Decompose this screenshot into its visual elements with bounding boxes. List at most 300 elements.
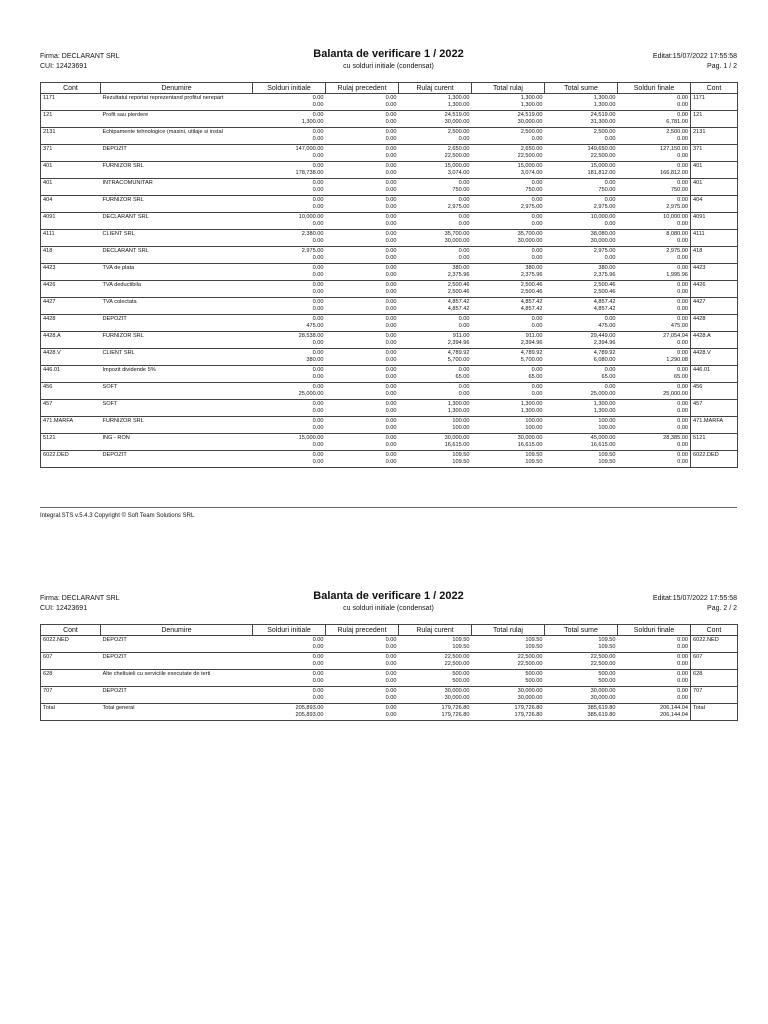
initial-balance-cell <box>253 179 326 196</box>
previous-turnover-cell <box>326 451 399 468</box>
credit-value: 385,619.80 <box>587 711 616 718</box>
debit-value: 1,300.00 <box>520 401 543 407</box>
credit-value: 2,375.96 <box>593 271 616 278</box>
total-turnover-cell <box>472 704 545 721</box>
credit-value: 4,857.42 <box>593 305 616 312</box>
account-name: DECLARANT SRL <box>101 247 253 264</box>
column-header: Solduri initiale <box>253 83 326 94</box>
table-row <box>41 653 738 670</box>
debit-value: 0.00 <box>677 688 688 694</box>
debit-value: 2,500.00 <box>520 129 543 135</box>
account-code: 404 <box>41 196 101 213</box>
credit-value: 500.00 <box>452 677 470 684</box>
credit-value: 0.00 <box>677 643 688 650</box>
credit-value: 100.00 <box>452 424 470 431</box>
credit-value: 1,300.00 <box>447 407 470 414</box>
debit-value: 0.00 <box>677 316 688 322</box>
total-sums-cell <box>545 704 618 721</box>
debit-value: 911.00 <box>525 333 543 339</box>
previous-turnover-cell <box>326 315 399 332</box>
credit-value: 65.00 <box>674 373 688 380</box>
credit-value: 0.00 <box>385 271 397 278</box>
credit-value: 0.00 <box>312 407 324 414</box>
report-page-1 <box>40 48 737 468</box>
credit-value: 100.00 <box>525 424 543 431</box>
credit-value: 109.50 <box>598 643 616 650</box>
table-row <box>41 281 738 298</box>
debit-value: 0.00 <box>677 350 688 356</box>
total-sums-cell <box>545 94 618 111</box>
debit-value: 0.00 <box>312 452 324 458</box>
debit-value: 0.00 <box>458 248 470 254</box>
account-code: 6022.DED <box>691 451 738 468</box>
credit-value: 0.00 <box>312 339 324 346</box>
credit-value: 0.00 <box>677 254 688 261</box>
initial-balance-cell <box>253 349 326 366</box>
debit-value: 45,000.00 <box>590 435 616 441</box>
debit-value: 0.00 <box>312 112 324 118</box>
credit-value: 0.00 <box>458 220 470 227</box>
credit-value: 65.00 <box>455 373 470 380</box>
credit-value: 0.00 <box>385 101 397 108</box>
total-turnover-cell <box>472 400 545 417</box>
total-sums-cell <box>545 128 618 145</box>
credit-value: 0.00 <box>312 220 324 227</box>
debit-value: 0.00 <box>385 452 397 458</box>
debit-value: 2,500.00 <box>666 129 688 135</box>
account-name: DEPOZIT <box>101 653 253 670</box>
debit-value: 0.00 <box>604 384 616 390</box>
previous-turnover-cell <box>326 434 399 451</box>
account-code: 371 <box>41 145 101 162</box>
total-sums-cell <box>545 315 618 332</box>
account-code: Total <box>691 704 738 721</box>
credit-value: 0.00 <box>385 322 397 329</box>
previous-turnover-cell <box>326 349 399 366</box>
current-turnover-cell <box>399 128 472 145</box>
credit-value: 4,857.42 <box>447 305 470 312</box>
debit-value: 2,500.46 <box>447 282 470 288</box>
final-balance-cell <box>618 417 691 434</box>
company-name: Firma: DECLARANT SRL <box>40 595 120 602</box>
initial-balance-cell <box>253 332 326 349</box>
debit-value: 0.00 <box>531 367 543 373</box>
credit-value: 2,394.96 <box>520 339 543 346</box>
debit-value: 0.00 <box>677 384 688 390</box>
company-cui: CUI: 12423691 <box>40 63 88 70</box>
table-row <box>41 247 738 264</box>
initial-balance-cell <box>253 417 326 434</box>
final-balance-cell <box>618 179 691 196</box>
total-turnover-cell <box>472 264 545 281</box>
debit-value: 0.00 <box>458 180 470 186</box>
column-header: Cont <box>691 625 738 636</box>
credit-value: 0.00 <box>312 305 324 312</box>
debit-value: 0.00 <box>312 316 324 322</box>
previous-turnover-cell <box>326 332 399 349</box>
credit-value: 3,074.00 <box>447 169 470 176</box>
final-balance-cell <box>618 636 691 653</box>
debit-value: 30,000.00 <box>444 435 470 441</box>
total-turnover-cell <box>472 332 545 349</box>
credit-value: 0.00 <box>312 660 324 667</box>
debit-value: 380.00 <box>452 265 470 271</box>
previous-turnover-cell <box>326 162 399 179</box>
account-name: DEPOZIT <box>101 315 253 332</box>
credit-value: 109.50 <box>598 458 616 465</box>
credit-value: 30,000.00 <box>590 237 616 244</box>
credit-value: 25,000.00 <box>663 390 688 397</box>
column-header: Solduri finale <box>618 83 691 94</box>
debit-value: 4,857.42 <box>520 299 543 305</box>
initial-balance-cell <box>253 196 326 213</box>
previous-turnover-cell <box>326 653 399 670</box>
account-code: 2131 <box>41 128 101 145</box>
account-code: 4426 <box>41 281 101 298</box>
credit-value: 500.00 <box>598 677 616 684</box>
total-turnover-cell <box>472 111 545 128</box>
debit-value: 0.00 <box>385 95 397 101</box>
account-name: DEPOZIT <box>101 451 253 468</box>
debit-value: 2,650.00 <box>447 146 470 152</box>
debit-value: 109.50 <box>452 452 470 458</box>
credit-value: 0.00 <box>385 152 397 159</box>
credit-value: 0.00 <box>677 660 688 667</box>
credit-value: 109.50 <box>525 643 543 650</box>
total-turnover-cell <box>472 636 545 653</box>
credit-value: 0.00 <box>677 101 688 108</box>
credit-value: 100.00 <box>598 424 616 431</box>
initial-balance-cell <box>253 636 326 653</box>
total-turnover-cell <box>472 247 545 264</box>
total-turnover-cell <box>472 128 545 145</box>
debit-value: 0.00 <box>531 384 543 390</box>
final-balance-cell <box>618 196 691 213</box>
credit-value: 380.00 <box>306 356 324 363</box>
credit-value: 0.00 <box>677 135 688 142</box>
final-balance-cell <box>618 264 691 281</box>
credit-value: 206,144.04 <box>660 711 688 718</box>
account-code: 4428 <box>691 315 738 332</box>
initial-balance-cell <box>253 213 326 230</box>
initial-balance-cell <box>253 366 326 383</box>
previous-turnover-cell <box>326 636 399 653</box>
debit-value: 38,080.00 <box>590 231 616 237</box>
debit-value: 0.00 <box>458 367 470 373</box>
table-row <box>41 111 738 128</box>
debit-value: 0.00 <box>677 452 688 458</box>
column-header: Solduri finale <box>618 625 691 636</box>
debit-value: 1,300.00 <box>447 95 470 101</box>
total-sums-cell <box>545 332 618 349</box>
credit-value: 0.00 <box>677 677 688 684</box>
account-code: 4428.A <box>41 332 101 349</box>
debit-value: 0.00 <box>312 688 324 694</box>
column-header: Rulaj precedent <box>326 83 399 94</box>
debit-value: 1,300.00 <box>520 95 543 101</box>
debit-value: 0.00 <box>312 95 324 101</box>
debit-value: 28,538.00 <box>298 333 324 339</box>
total-sums-cell <box>545 264 618 281</box>
account-code: 4427 <box>41 298 101 315</box>
credit-value: 2,394.96 <box>447 339 470 346</box>
column-header-row <box>41 625 738 636</box>
credit-value: 22,500.00 <box>517 152 543 159</box>
initial-balance-cell <box>253 400 326 417</box>
account-name: DEPOZIT <box>101 145 253 162</box>
account-code: 6022.NED <box>691 636 738 653</box>
debit-value: 27,054.04 <box>663 333 688 339</box>
credit-value: 1,300.00 <box>301 118 324 125</box>
account-code: 446.01 <box>691 366 738 383</box>
credit-value: 2,500.46 <box>520 288 543 295</box>
final-balance-cell <box>618 400 691 417</box>
debit-value: 500.00 <box>525 671 543 677</box>
initial-balance-cell <box>253 315 326 332</box>
current-turnover-cell <box>399 94 472 111</box>
account-code: 4091 <box>691 213 738 230</box>
initial-balance-cell <box>253 434 326 451</box>
column-header: Denumire <box>101 625 253 636</box>
debit-value: 0.00 <box>677 112 688 118</box>
debit-value: 0.00 <box>385 654 397 660</box>
credit-value: 0.00 <box>385 169 397 176</box>
table-row <box>41 451 738 468</box>
total-sums-cell <box>545 383 618 400</box>
credit-value: 0.00 <box>677 458 688 465</box>
credit-value: 0.00 <box>458 135 470 142</box>
previous-turnover-cell <box>326 670 399 687</box>
debit-value: 0.00 <box>531 248 543 254</box>
account-code: 457 <box>41 400 101 417</box>
final-balance-cell <box>618 213 691 230</box>
credit-value: 1,300.00 <box>520 407 543 414</box>
credit-value: 475.00 <box>598 322 616 329</box>
credit-value: 2,375.96 <box>447 271 470 278</box>
credit-value: 16,615.00 <box>590 441 616 448</box>
previous-turnover-cell <box>326 383 399 400</box>
account-name: SOFT <box>101 400 253 417</box>
debit-value: 0.00 <box>385 197 397 203</box>
current-turnover-cell <box>399 704 472 721</box>
credit-value: 750.00 <box>525 186 543 193</box>
copyright-text: Integral.STS v.5.4.3 Copyright © Soft Team Solutions SRL <box>40 513 195 519</box>
account-name: SOFT <box>101 383 253 400</box>
credit-value: 1,290.08 <box>666 356 688 363</box>
final-balance-cell <box>618 298 691 315</box>
credit-value: 30,000.00 <box>590 694 616 701</box>
total-sums-cell <box>545 366 618 383</box>
current-turnover-cell <box>399 349 472 366</box>
debit-value: 0.00 <box>312 265 324 271</box>
debit-value: 0.00 <box>531 180 543 186</box>
table-row <box>41 332 738 349</box>
debit-value: 206,144.04 <box>660 705 688 711</box>
credit-value: 2,975.00 <box>666 203 688 210</box>
account-code: 4111 <box>41 230 101 247</box>
account-code: 121 <box>691 111 738 128</box>
total-turnover-cell <box>472 417 545 434</box>
page-number: Pag. 1 / 2 <box>707 63 737 70</box>
total-sums-cell <box>545 298 618 315</box>
account-code: 6022.DED <box>41 451 101 468</box>
initial-balance-cell <box>253 281 326 298</box>
debit-value: 0.00 <box>531 214 543 220</box>
initial-balance-cell <box>253 704 326 721</box>
account-code: 2131 <box>691 128 738 145</box>
total-turnover-cell <box>472 653 545 670</box>
total-sums-cell <box>545 179 618 196</box>
account-code: 4423 <box>41 264 101 281</box>
credit-value: 0.00 <box>604 254 616 261</box>
current-turnover-cell <box>399 332 472 349</box>
debit-value: 0.00 <box>458 384 470 390</box>
account-code: 4428.V <box>691 349 738 366</box>
credit-value: 65.00 <box>601 373 616 380</box>
total-turnover-cell <box>472 434 545 451</box>
credit-value: 0.00 <box>677 237 688 244</box>
credit-value: 1,995.96 <box>666 271 688 278</box>
initial-balance-cell <box>253 687 326 704</box>
debit-value: 127,150.00 <box>660 146 688 152</box>
debit-value: 0.00 <box>458 214 470 220</box>
debit-value: 22,500.00 <box>517 654 543 660</box>
debit-value: 0.00 <box>385 112 397 118</box>
account-name: Alte cheltuieli cu serviciile executate de terti <box>101 670 253 687</box>
debit-value: 29,449.00 <box>590 333 616 339</box>
debit-value: 179,726.80 <box>514 705 543 711</box>
final-balance-cell <box>618 349 691 366</box>
debit-value: 0.00 <box>385 688 397 694</box>
account-code: 471.MARFA <box>41 417 101 434</box>
account-code: 607 <box>691 653 738 670</box>
initial-balance-cell <box>253 264 326 281</box>
debit-value: 380.00 <box>525 265 543 271</box>
account-code: 401 <box>41 179 101 196</box>
account-code: 4428.V <box>41 349 101 366</box>
current-turnover-cell <box>399 281 472 298</box>
account-code: 1171 <box>41 94 101 111</box>
credit-value: 2,975.00 <box>447 203 470 210</box>
account-code: 707 <box>691 687 738 704</box>
debit-value: 2,500.46 <box>520 282 543 288</box>
column-header: Cont <box>41 83 101 94</box>
total-turnover-cell <box>472 145 545 162</box>
credit-value: 0.00 <box>531 390 543 397</box>
account-code: 4428.A <box>691 332 738 349</box>
account-name: Echipamente tehnologice (masini, utilaje si instal <box>101 128 253 145</box>
credit-value: 31,300.00 <box>590 118 616 125</box>
company-name: Firma: DECLARANT SRL <box>40 53 120 60</box>
debit-value: 0.00 <box>385 231 397 237</box>
credit-value: 2,394.96 <box>593 339 616 346</box>
credit-value: 0.00 <box>312 643 324 650</box>
debit-value: 0.00 <box>677 197 688 203</box>
credit-value: 109.50 <box>452 643 470 650</box>
current-turnover-cell <box>399 213 472 230</box>
credit-value: 0.00 <box>385 660 397 667</box>
credit-value: 0.00 <box>677 407 688 414</box>
total-sums-cell <box>545 230 618 247</box>
credit-value: 0.00 <box>312 271 324 278</box>
credit-value: 0.00 <box>385 711 397 718</box>
credit-value: 0.00 <box>385 305 397 312</box>
debit-value: 0.00 <box>312 350 324 356</box>
debit-value: 0.00 <box>312 282 324 288</box>
total-sums-cell <box>545 196 618 213</box>
debit-value: 0.00 <box>677 265 688 271</box>
credit-value: 65.00 <box>528 373 543 380</box>
credit-value: 205,893.00 <box>295 711 324 718</box>
credit-value: 0.00 <box>677 220 688 227</box>
account-code: 401 <box>691 162 738 179</box>
previous-turnover-cell <box>326 230 399 247</box>
account-code: 4423 <box>691 264 738 281</box>
debit-value: 1,300.00 <box>593 95 616 101</box>
account-name: CLIENT SRL <box>101 230 253 247</box>
total-sums-cell <box>545 281 618 298</box>
account-code: Total <box>41 704 101 721</box>
credit-value: 0.00 <box>385 441 397 448</box>
debit-value: 24,519.00 <box>590 112 616 118</box>
credit-value: 6,781.00 <box>666 118 688 125</box>
final-balance-cell <box>618 281 691 298</box>
debit-value: 0.00 <box>604 197 616 203</box>
credit-value: 1,300.00 <box>593 101 616 108</box>
credit-value: 0.00 <box>312 458 324 465</box>
credit-value: 0.00 <box>385 186 397 193</box>
debit-value: 0.00 <box>604 316 616 322</box>
total-turnover-cell <box>472 366 545 383</box>
credit-value: 0.00 <box>385 390 397 397</box>
account-code: 418 <box>691 247 738 264</box>
debit-value: 500.00 <box>598 671 616 677</box>
current-turnover-cell <box>399 451 472 468</box>
initial-balance-cell <box>253 145 326 162</box>
credit-value: 0.00 <box>531 135 543 142</box>
credit-value: 0.00 <box>385 288 397 295</box>
account-name: DECLARANT SRL <box>101 213 253 230</box>
final-balance-cell <box>618 247 691 264</box>
current-turnover-cell <box>399 400 472 417</box>
credit-value: 30,000.00 <box>444 237 470 244</box>
column-header: Rulaj curent <box>399 625 472 636</box>
trial-balance-table <box>40 82 738 468</box>
total-sums-cell <box>545 349 618 366</box>
debit-value: 0.00 <box>385 401 397 407</box>
credit-value: 4,857.42 <box>520 305 543 312</box>
report-page-2 <box>40 590 737 721</box>
final-balance-cell <box>618 704 691 721</box>
account-code: 628 <box>691 670 738 687</box>
debit-value: 100.00 <box>598 418 616 424</box>
column-header: Cont <box>691 83 738 94</box>
credit-value: 0.00 <box>312 677 324 684</box>
credit-value: 0.00 <box>312 288 324 295</box>
debit-value: 0.00 <box>312 299 324 305</box>
report-subtitle: cu solduri initiale (condensat) <box>343 605 434 612</box>
debit-value: 0.00 <box>531 316 543 322</box>
total-turnover-cell <box>472 196 545 213</box>
credit-value: 3,074.00 <box>520 169 543 176</box>
debit-value: 205,893.00 <box>295 705 324 711</box>
total-sums-cell <box>545 400 618 417</box>
debit-value: 1,300.00 <box>447 401 470 407</box>
debit-value: 15,000.00 <box>298 435 324 441</box>
debit-value: 380.00 <box>598 265 616 271</box>
initial-balance-cell <box>253 670 326 687</box>
trial-balance-table <box>40 624 738 721</box>
